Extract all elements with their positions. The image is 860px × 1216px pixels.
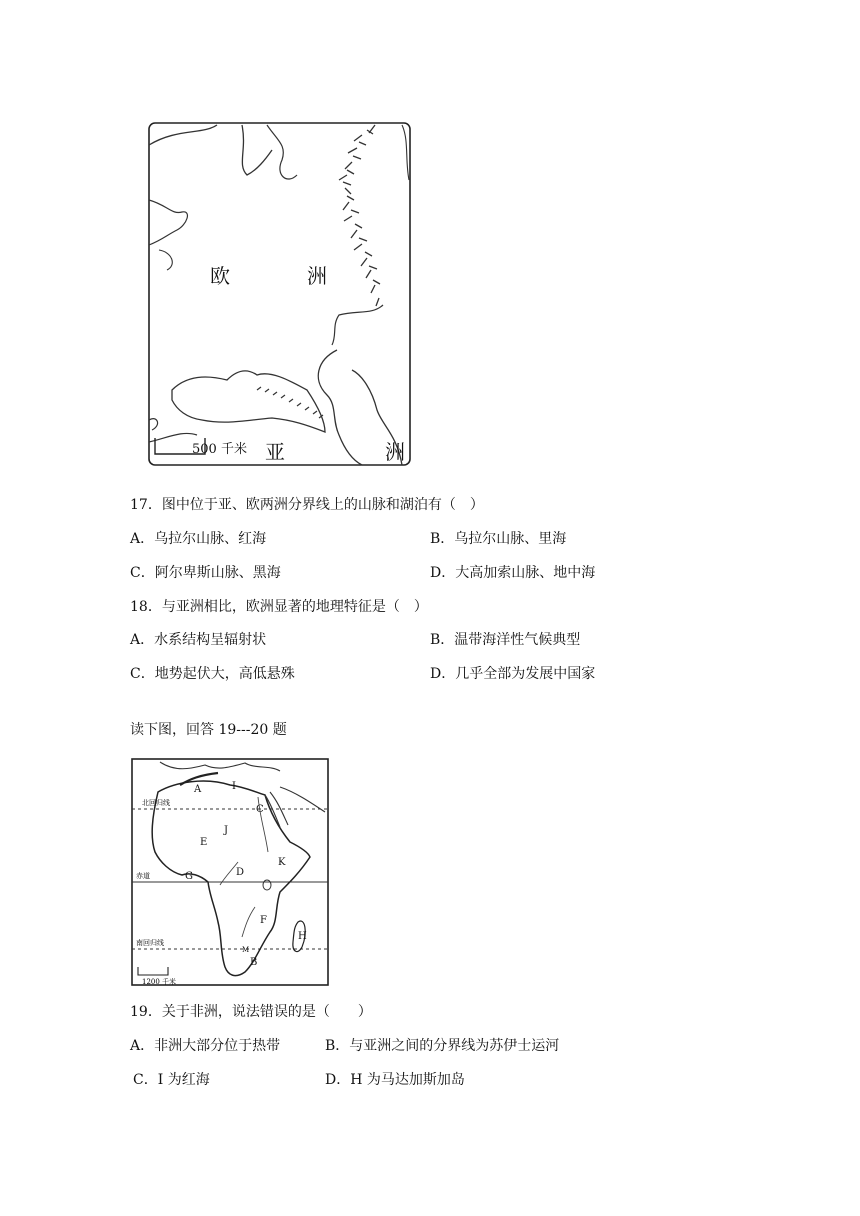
letter-B: B <box>250 957 258 968</box>
q18-option-a[interactable]: A．水系结构呈辐射状 <box>130 632 267 648</box>
europe-asia-map-drawing <box>147 120 412 468</box>
africa-scale-label: 1200 千米 <box>142 978 177 986</box>
tropic-north-label: 北回归线 <box>142 799 170 807</box>
letter-E: E <box>200 837 208 848</box>
q19-option-c[interactable]: C．I 为红海 <box>133 1072 210 1088</box>
q19-option-d[interactable]: D．H 为马达加斯加岛 <box>325 1072 465 1088</box>
label-asia-ya: 亚 <box>265 440 285 464</box>
q17-option-a[interactable]: A．乌拉尔山脉、红海 <box>130 531 267 547</box>
intro-19-20: 读下图，回答 19---20 题 <box>130 722 287 738</box>
q17-option-c[interactable]: C．阿尔卑斯山脉、黑海 <box>130 565 281 581</box>
q18-option-c[interactable]: C．地势起伏大，高低悬殊 <box>130 666 295 682</box>
q18-option-d[interactable]: D．几乎全部为发展中国家 <box>430 666 596 682</box>
letter-A: A <box>194 784 202 795</box>
scale-label: 500 千米 <box>192 442 247 457</box>
europe-asia-map <box>147 120 412 468</box>
q17-option-b[interactable]: B．乌拉尔山脉、里海 <box>430 531 567 547</box>
q18-option-b[interactable]: B．温带海洋性气候典型 <box>430 632 581 648</box>
equator-label: 赤道 <box>136 872 150 880</box>
tropic-south-label: 南回归线 <box>136 939 164 947</box>
letter-I: I <box>232 781 236 792</box>
label-europe-zhou: 洲 <box>307 264 327 288</box>
q17-option-d[interactable]: D．大高加索山脉、地中海 <box>430 565 596 581</box>
letter-J: J <box>224 825 229 836</box>
q19-option-a[interactable]: A．非洲大部分位于热带 <box>130 1038 281 1054</box>
letter-F: F <box>260 915 267 926</box>
letter-D: D <box>236 867 245 878</box>
letter-H: H <box>298 931 307 942</box>
q18-stem: 18．与亚洲相比，欧洲显著的地理特征是（ ） <box>130 599 428 615</box>
q19-option-b[interactable]: B．与亚洲之间的分界线为苏伊士运河 <box>325 1038 560 1054</box>
letter-M: M <box>242 946 250 954</box>
letter-G: G <box>185 871 193 882</box>
africa-map-drawing <box>130 757 330 987</box>
q19-stem: 19．关于非洲，说法错误的是（ ） <box>130 1004 372 1020</box>
q17-stem: 17．图中位于亚、欧两洲分界线上的山脉和湖泊有（ ） <box>130 497 484 513</box>
letter-C: C <box>256 804 264 815</box>
africa-map <box>130 757 330 987</box>
label-asia-zhou: 洲 <box>385 440 405 464</box>
label-europe-ou: 欧 <box>210 264 230 288</box>
letter-K: K <box>278 857 286 868</box>
